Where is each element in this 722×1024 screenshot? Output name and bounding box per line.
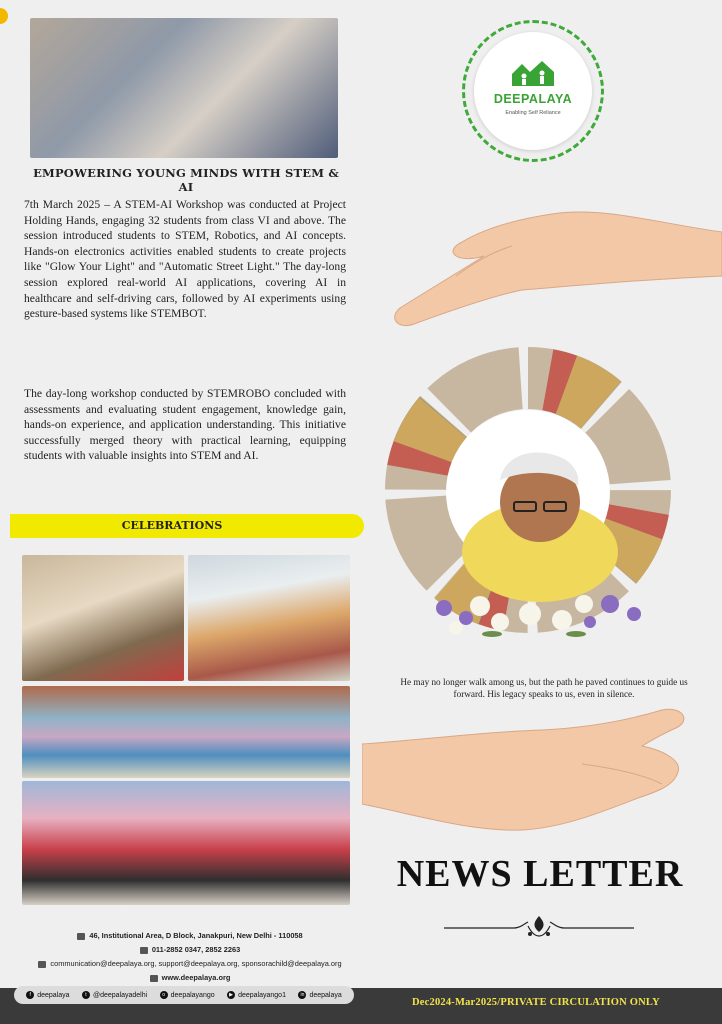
- facebook-icon: f: [26, 991, 34, 999]
- mail-icon: [38, 961, 46, 968]
- womens-day-photo: [22, 686, 350, 778]
- bottom-hand-illustration: [362, 694, 688, 834]
- linkedin-icon: in: [298, 991, 306, 999]
- logo-disc: [474, 32, 592, 150]
- article-paragraph-2: The day-long workshop conducted by STEMROBO concluded with assessments and evaluating student engagement, knowledge gain, hands-on experience, and application understanding. This initiative successfully merged theory with practical learning, equipping students with valuable insights into STEM and AI.: [24, 387, 346, 463]
- article-paragraph-1: 7th March 2025 – A STEM-AI Workshop was conducted at Project Holding Hands, engaging 32 students from class VI and above. The session introduced students to STEM, Robotics, and AI concepts. Hands-on electronics activities enabled students to create projects like "Glow Your Light" and "Automatic Street Light." The day-long session explored real-world AI applications, covering AI in healthcare and self-driving cars, followed by AI experiments using gesture-based systems like STEMBOT.: [24, 198, 346, 321]
- tribute-quote: He may no longer walk among us, but the path he paved continues to guide us forward. His legacy speaks to us, even in silence.: [400, 677, 688, 699]
- building-icon: [77, 933, 85, 940]
- stem-workshop-photo: [30, 18, 338, 158]
- circulation-note: Dec2024-Mar2025/PRIVATE CIRCULATION ONLY: [412, 997, 660, 1008]
- logo-tagline: Enabling Self Reliance: [505, 110, 561, 116]
- celebrations-label: CELEBRATIONS: [121, 519, 223, 532]
- deepalaya-logo: [462, 20, 604, 162]
- social-facebook[interactable]: f deepalaya: [26, 991, 69, 999]
- website-line[interactable]: www.deepalaya.org: [20, 973, 360, 982]
- globe-icon: [150, 975, 158, 982]
- email-line: communication@deepalaya.org, support@deepalaya.org, sponsorachild@deepalaya.org: [20, 959, 360, 968]
- tribute-photo-collage: [380, 342, 676, 642]
- phone-line: 011-2852 0347, 2852 2263: [20, 945, 360, 954]
- houses-icon: [510, 60, 556, 88]
- instagram-icon: o: [160, 991, 168, 999]
- holi-celebration-photo: [22, 555, 184, 681]
- top-hand-illustration: [392, 206, 722, 330]
- twitter-icon: t: [82, 991, 90, 999]
- children-day-photo: [22, 781, 350, 905]
- address-line: 46, Institutional Area, D Block, Janakpuri, New Delhi - 110058: [20, 931, 360, 940]
- ornament-divider: [444, 914, 634, 940]
- logo-name: DEEPALAYA: [493, 92, 573, 106]
- republic-day-photo: [188, 555, 350, 681]
- social-twitter[interactable]: t @deepalayadelhi: [82, 991, 147, 999]
- social-links: [14, 986, 354, 1004]
- newsletter-title: NEWS LETTER: [396, 853, 684, 895]
- social-instagram[interactable]: o deepalayango: [160, 991, 215, 999]
- youtube-icon: ▶: [227, 991, 235, 999]
- phone-icon: [140, 947, 148, 954]
- social-linkedin[interactable]: in deepalaya: [298, 991, 341, 999]
- social-youtube[interactable]: ▶ deepalayango1: [227, 991, 286, 999]
- article-heading: EMPOWERING YOUNG MINDS WITH STEM & AI: [33, 166, 339, 194]
- celebrations-banner: [10, 514, 364, 538]
